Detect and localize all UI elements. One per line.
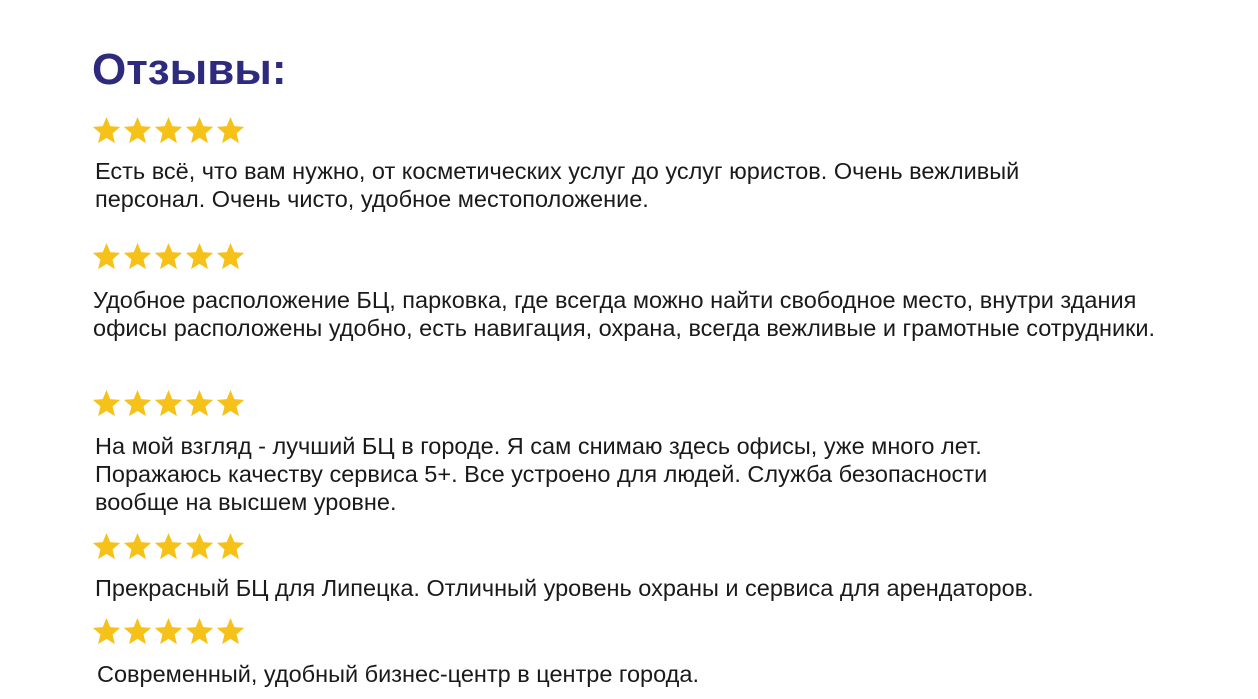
star-rating bbox=[91, 531, 246, 563]
star-icon bbox=[153, 616, 184, 647]
star-icon bbox=[153, 531, 184, 562]
review-text: Прекрасный БЦ для Липецка. Отличный уровень охраны и сервиса для арендаторов. bbox=[95, 575, 1034, 601]
star-icon bbox=[184, 388, 215, 419]
star-icon bbox=[122, 616, 153, 647]
star-icon bbox=[184, 531, 215, 562]
star-icon bbox=[215, 388, 246, 419]
star-icon bbox=[122, 241, 153, 272]
star-icon bbox=[91, 616, 122, 647]
review-text: На мой взгляд - лучший БЦ в городе. Я сам снимаю здесь офисы, уже много лет. Поражаюсь качеству сервиса 5+. Все устроено для людей. Служба безопасности вообще на высшем уровне. bbox=[95, 433, 988, 515]
review-text: Современный, удобный бизнес-центр в центре города. bbox=[97, 661, 699, 687]
star-icon bbox=[184, 241, 215, 272]
star-rating bbox=[91, 616, 246, 648]
star-icon bbox=[184, 115, 215, 146]
star-rating bbox=[91, 115, 246, 147]
page-title: Отзывы: bbox=[92, 45, 287, 94]
star-rating bbox=[91, 388, 246, 420]
review-text: Есть всё, что вам нужно, от косметических услуг до услуг юристов. Очень вежливый персонал. Очень чисто, удобное местоположение. bbox=[95, 158, 1020, 212]
star-icon bbox=[153, 388, 184, 419]
star-icon bbox=[215, 241, 246, 272]
star-icon bbox=[153, 241, 184, 272]
star-icon bbox=[91, 388, 122, 419]
star-rating bbox=[91, 241, 246, 273]
star-icon bbox=[122, 115, 153, 146]
star-icon bbox=[91, 115, 122, 146]
star-icon bbox=[184, 616, 215, 647]
star-icon bbox=[91, 241, 122, 272]
star-icon bbox=[215, 531, 246, 562]
review-text: Удобное расположение БЦ, парковка, где всегда можно найти свободное место, внутри здания офисы расположены удобно, есть навигация, охрана, всегда вежливые и грамотные сотрудники. bbox=[93, 287, 1156, 341]
star-icon bbox=[153, 115, 184, 146]
star-icon bbox=[122, 388, 153, 419]
star-icon bbox=[215, 115, 246, 146]
star-icon bbox=[215, 616, 246, 647]
star-icon bbox=[91, 531, 122, 562]
star-icon bbox=[122, 531, 153, 562]
